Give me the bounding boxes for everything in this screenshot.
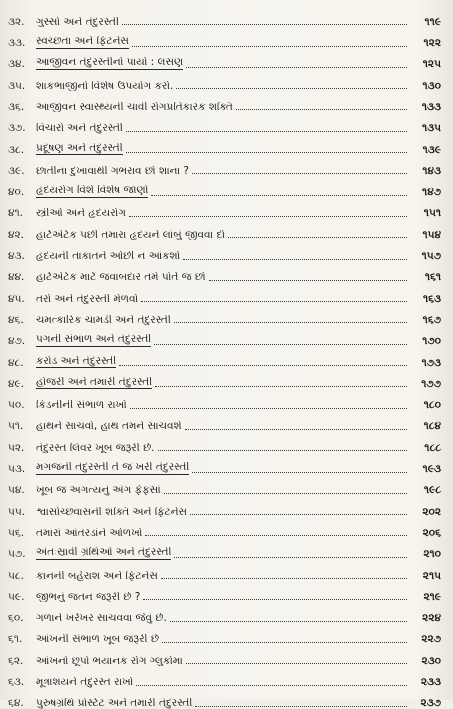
toc-entry (8, 304, 441, 325)
toc-entry-title: પગની સંભાળ અને તંદુરસ્તી (36, 334, 152, 346)
toc-entry-title: કરોડ અને તંદુરસ્તી (36, 355, 117, 367)
dot-leader (151, 195, 407, 196)
toc-entry-number: ૫૬. (8, 526, 25, 539)
toc-entry-title: પુરુષગ્રંથિ પ્રોસ્ટેટ અને તમારી તંદુરસ્તી (36, 698, 193, 709)
toc-entry-page-number: ૧૨૫ (422, 58, 441, 71)
toc-entry-title: હાર્ટએટેક માટે જવાબદાર તમે પોતે જ છો (36, 272, 206, 283)
toc-entry-title: વિચારો અને તંદુરસ્તી (36, 123, 123, 134)
toc-entry-page-number: ૧૯૩ (422, 463, 441, 476)
toc-entry-number: ૪૯. (8, 377, 25, 390)
toc-entry-page-number: ૧૪૩ (422, 164, 441, 177)
toc-entry-number: ૫૫. (8, 505, 26, 518)
toc-entry-title: કિડનીની સંભાળ રાખો (36, 400, 127, 411)
toc-entry-number: ૬૩. (8, 676, 25, 688)
toc-entry-page-number: ૧૯૮ (423, 484, 441, 497)
toc-entry (8, 240, 441, 261)
dot-leader (192, 472, 407, 473)
dot-leader (176, 88, 407, 89)
toc-entry-number: ૬૧. (8, 633, 23, 646)
toc-entry-page-number: ૨૩૭ (420, 697, 441, 709)
toc-entry-title: આંખની સંભાળ ખૂબ જરૂરી છે (36, 634, 159, 645)
toc-entry (8, 325, 441, 346)
toc-entry (8, 560, 441, 581)
dot-leader (161, 578, 407, 579)
toc-entry-number: ૩૩. (8, 37, 26, 50)
toc-entry (8, 219, 441, 240)
toc-entry-title: હૃદયરોગ વિશે વિશેષ જાણો (36, 185, 149, 197)
dot-leader (141, 301, 407, 302)
dot-leader (186, 663, 407, 664)
toc-entry-title: સ્વચ્છતા અને ફિટનેસ (36, 36, 129, 48)
toc-entry-page-number: ૧૬૧ (424, 271, 441, 284)
toc-entry-page-number: ૧૪૭ (422, 186, 441, 199)
toc-entry (8, 368, 441, 389)
toc-entry-number: ૩૬. (8, 100, 25, 113)
toc-entry-title: મગજની તંદુરસ્તી તે જ ખરી તંદુરસ્તી (36, 462, 190, 474)
toc-entry-number: ૫૭. (8, 548, 26, 561)
dot-leader (170, 621, 407, 622)
dot-leader (154, 344, 407, 345)
dot-leader (192, 173, 407, 174)
toc-entry-title: ગળાને ખરેખર સાચવવા જેવું છે. (36, 613, 167, 624)
toc-entry-page-number: ૨૧૫ (422, 569, 441, 582)
toc-entry-number: ૫૦. (8, 399, 25, 412)
toc-entry-title: તંદુરસ્ત લિવર ખૂબ જરૂરી છે. (36, 442, 155, 454)
toc-entry-number: ૪૭. (8, 335, 26, 348)
toc-entry-number: ૫૩. (8, 463, 26, 476)
toc-entry (8, 517, 441, 538)
toc-entry (8, 624, 441, 645)
toc-entry-page-number: ૧૮૪ (423, 420, 441, 433)
toc-entry-number: ૪૪. (8, 271, 25, 284)
toc-entry-title: જીભનું જતન જરૂરી છે ? (36, 591, 141, 603)
toc-entry-page-number: ૧૮૦ (423, 399, 441, 412)
toc-entry (8, 27, 441, 48)
toc-entry-number: ૬૨. (8, 654, 24, 667)
toc-entry (8, 283, 441, 304)
toc-entry (8, 389, 441, 410)
dot-leader (155, 386, 407, 387)
dot-leader (209, 280, 407, 281)
toc-entry-number: ૩૫. (8, 79, 26, 92)
toc-entry-number: ૫૮. (8, 569, 25, 582)
dot-leader (119, 365, 407, 366)
toc-entry (8, 262, 441, 283)
dot-leader (183, 259, 407, 260)
toc-entry-number: ૫૧. (8, 420, 24, 433)
toc-entry-page-number: ૧૭૦ (422, 335, 441, 348)
dot-leader (236, 109, 407, 110)
dot-leader (130, 408, 407, 409)
toc-entry (8, 176, 441, 197)
toc-entry-number: ૬૪. (8, 697, 24, 709)
toc-entry-page-number: ૧૬૭ (422, 313, 441, 326)
toc-entry-page-number: ૧૫૪ (422, 228, 441, 241)
toc-entry-title: હાથને સાચવો, હાથ તમને સાચવશે (36, 421, 182, 432)
toc-entry-title: હોજરી અને તમારી તંદુરસ્તી (36, 376, 153, 388)
toc-entry (8, 496, 441, 517)
dot-leader (132, 46, 407, 47)
toc-entry-page-number: ૧૩૫ (421, 122, 441, 135)
toc-entry-title: મૂત્રાશયને તંદુરસ્ત રાખો (36, 677, 134, 688)
toc-entry-page-number: ૨૩૩ (420, 676, 441, 688)
dot-leader (174, 557, 407, 558)
toc-entry (8, 347, 441, 368)
toc-entry-number: ૩૪. (8, 58, 25, 71)
toc-entry (8, 70, 441, 91)
toc-entry-number: ૪૫. (8, 292, 25, 305)
toc-entry (8, 602, 441, 623)
toc-entry-title: કાનની બહેરાશ અને ફિટનેસ (36, 570, 158, 582)
dot-leader (143, 599, 407, 600)
toc-entry-page-number: ૧૭૩ (421, 356, 441, 369)
toc-entry-title: શ્વાસોચ્છ્વાસની શક્તિ અને ફિટનેસ (36, 506, 188, 518)
toc-entry-page-number: ૨૨૪ (422, 612, 441, 625)
dot-leader (195, 706, 407, 707)
toc-entry-page-number: ૨૧૯ (423, 590, 441, 603)
toc-entry (8, 112, 441, 133)
toc-entry-page-number: ૧૩૦ (422, 79, 441, 92)
dot-leader (126, 152, 407, 153)
toc-entry (8, 475, 441, 496)
toc-entry-title: ચમત્કારિક ચામડી અને તંદુરસ્તી (36, 314, 171, 326)
toc-entry-number: ૩૨. (8, 15, 25, 28)
toc-entry (8, 411, 441, 432)
toc-entry-number: ૫૯. (8, 590, 25, 603)
dot-leader (136, 685, 407, 686)
toc-entry-page-number: ૨૦૬ (422, 526, 441, 539)
toc-entry-page-number: ૧૫૭ (421, 250, 441, 263)
toc-entry-page-number: ૨૩૦ (421, 654, 441, 667)
toc-entry-title: તમારાં આંતરડાંને ઓળખો (36, 527, 143, 539)
toc-entry-title: હાર્ટએટેક પછી તમારા હૃદયને લાંબું જીવવા દો (36, 229, 225, 241)
toc-entry-title: હૃદયની તાકાતને ઓછી ન આંકશો (36, 251, 181, 262)
toc-entry (8, 91, 441, 112)
toc-entry-title: ખૂબ જ અગત્યનું અંગ ફેફસાં (36, 485, 161, 496)
toc-entry-title: છાતીના દુખાવાથી ગભરાવ છો શાના ? (36, 165, 189, 177)
toc-entry-title: આજીવન તંદુરસ્તીનો પાયો : લસણ (36, 57, 184, 69)
dot-leader (186, 67, 407, 68)
dot-leader (145, 535, 407, 536)
toc-entry-page-number: ૧૧૯ (424, 15, 441, 28)
toc-entry-page-number: ૧૮૮ (424, 441, 441, 454)
toc-entry-title: ગુસ્સો અને તંદુરસ્તી (36, 16, 119, 28)
toc-entry-number: ૪૧. (8, 207, 23, 220)
toc-list (8, 6, 441, 709)
toc-entry-page-number: ૧૭૭ (421, 377, 441, 390)
toc-entry (8, 6, 441, 27)
dot-leader (162, 642, 407, 643)
toc-entry (8, 581, 441, 602)
dot-leader (190, 514, 407, 515)
toc-entry-page-number: ૨૦૨ (422, 505, 441, 518)
toc-entry (8, 666, 441, 687)
toc-entry-number: ૪૦. (8, 186, 25, 199)
dot-leader (174, 322, 407, 323)
toc-entry-number: ૫૨. (8, 441, 25, 454)
toc-entry-number: ૩૮. (8, 143, 25, 156)
dot-leader (126, 131, 407, 132)
toc-entry (8, 49, 441, 70)
toc-entry-page-number: ૧૬૩ (422, 292, 441, 305)
toc-entry-page-number: ૧૫૧ (423, 207, 441, 220)
toc-entry-title: સ્ત્રીઓ અને હૃદયરોગ (36, 208, 126, 219)
toc-entry-title: આંખનો છૂપો ભયાનક રોગ ગ્લુકોમા (36, 655, 183, 667)
toc-entry-page-number: ૨૧૦ (423, 548, 441, 561)
toc-entry-number: ૫૪. (8, 484, 25, 497)
dot-leader (185, 429, 407, 430)
toc-entry-title: તરો અને તંદુરસ્તી મેળવો (36, 293, 139, 305)
dot-leader (129, 216, 407, 217)
toc-entry-title: શાકભાજીનો વિશેષ ઉપયોગ કરો. (36, 80, 174, 92)
toc-entry-page-number: ૨૨૭ (421, 633, 441, 646)
toc-entry (8, 538, 441, 559)
toc-entry-number: ૪૩. (8, 250, 25, 263)
toc-entry (8, 134, 441, 155)
toc-entry-title: અંતઃસ્રાવી ગ્રંથિઓ અને તંદુરસ્તી (36, 547, 172, 559)
toc-entry-title: પ્રદૂષણ અને તંદુરસ્તી (36, 142, 123, 154)
dot-leader (228, 237, 407, 238)
toc-entry (8, 198, 441, 219)
toc-entry-page-number: ૧૩૯ (422, 143, 441, 156)
toc-entry-number: ૩૯. (8, 164, 25, 177)
page-footer (0, 694, 453, 700)
toc-entry-number: ૪૬. (8, 313, 24, 326)
toc-entry-number: ૩૭. (8, 122, 26, 135)
toc-entry (8, 645, 441, 666)
toc-entry-page-number: ૧૩૩ (421, 100, 441, 113)
toc-entry (8, 155, 441, 176)
dot-leader (122, 24, 407, 25)
toc-entry-number: ૪૮. (8, 356, 24, 369)
toc-entry-number: ૬૦. (8, 612, 24, 625)
toc-entry-page-number: ૧૨૨ (423, 37, 441, 50)
toc-entry-number: ૪૨. (8, 228, 25, 241)
dot-leader (158, 450, 407, 451)
toc-entry-title: આજીવન સ્વાસ્થ્યની ચાવી રોગપ્રતિકારક શક્તિ (36, 101, 233, 113)
toc-entry (8, 432, 441, 453)
dot-leader (164, 493, 407, 494)
toc-entry (8, 453, 441, 474)
